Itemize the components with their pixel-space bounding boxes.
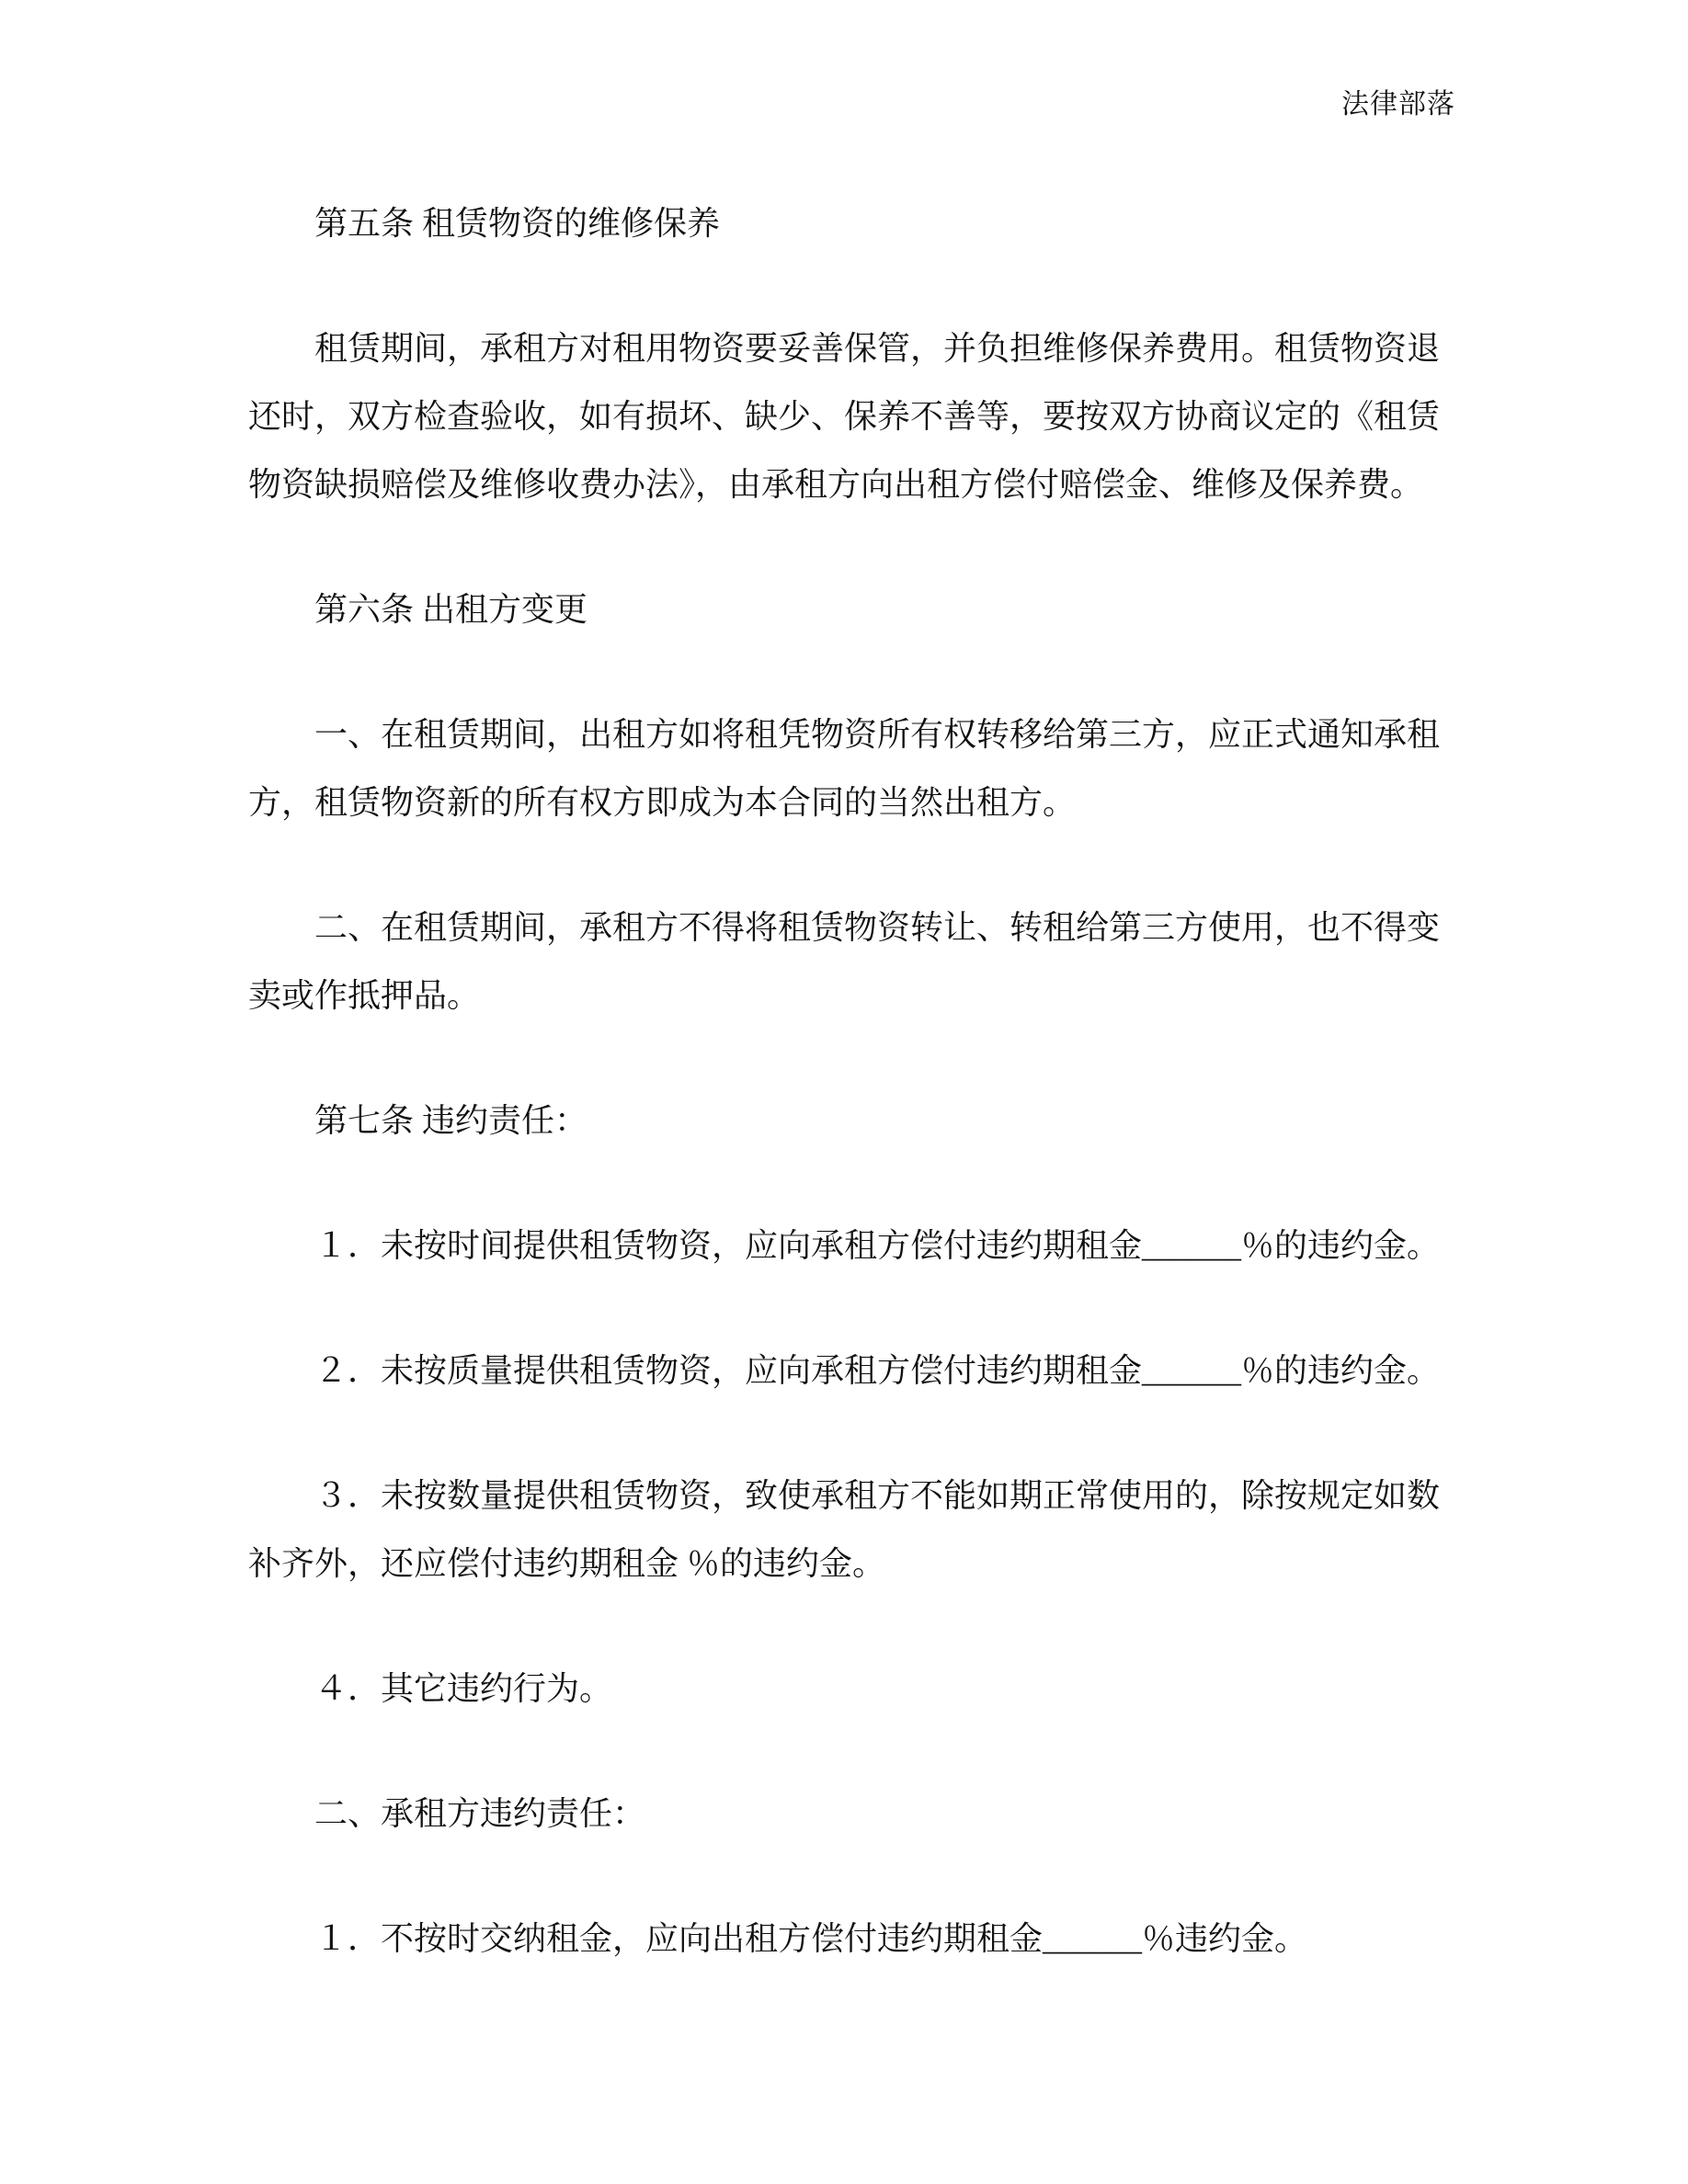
article-7-item-4: ４．其它违约行为。 [314, 1670, 613, 1707]
article-5-paragraph: 租赁期间，承租方对租用物资要妥善保管，并负担维修保养费用。租赁物资退还时，双方检查验收，如有损坏、缺少、保养不善等，要按双方协商议定的《租赁物资缺损赔偿及维修收费办法》，由承租方向出租方偿付赔偿金、维修及保养费。 [248, 330, 1441, 503]
article-7-lessee-item-1: １．不按时交纳租金，应向出租方偿付违约期租金______％违约金。 [314, 1920, 1308, 1957]
article-6-clause-2: 二、在租赁期间，承租方不得将租赁物资转让、转租给第三方使用，也不得变卖或作抵押品。 [248, 909, 1441, 1014]
article-7-item-2: ２．未按质量提供租赁物资，应向承租方偿付违约期租金______％的违约金。 [314, 1352, 1441, 1389]
article-6-clause-1: 一、在租赁期间，出租方如将租凭物资所有权转移给第三方，应正式通知承租方，租赁物资新的所有权方即成为本合同的当然出租方。 [248, 716, 1441, 821]
article-7-heading: 第七条 违约责任： [314, 1102, 588, 1139]
site-watermark: 法律部落 [1341, 89, 1455, 119]
article-7-item-3: ３．未按数量提供租赁物资，致使承租方不能如期正常使用的，除按规定如数补齐外，还应偿付违约期租金 ％的违约金。 [248, 1477, 1441, 1582]
article-7-item-1: １．未按时间提供租赁物资，应向承租方偿付违约期租金______％的违约金。 [314, 1227, 1441, 1264]
article-5-heading: 第五条 租赁物资的维修保养 [314, 205, 721, 242]
article-6-heading: 第六条 出租方变更 [314, 591, 588, 628]
document-body [248, 189, 1454, 2030]
article-7-lessee-liability-heading: 二、承租方违约责任： [314, 1795, 646, 1832]
